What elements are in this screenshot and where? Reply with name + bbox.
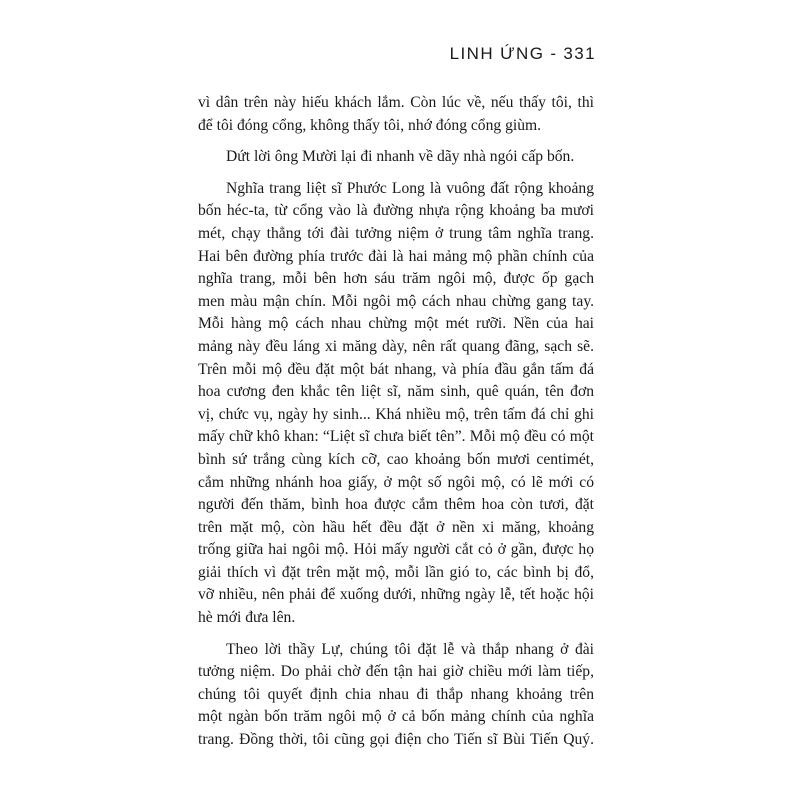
text-line: trên mặt mộ, còn hầu hết đều đặt ở nền xi măng, khoảng bbox=[198, 518, 594, 536]
text-line: Trên mỗi mộ đều đặt một bát nhang, và phía đầu gắn tấm đá bbox=[198, 360, 594, 378]
text-line: mảng này đều láng xi măng dày, nên rất quang đãng, sạch sẽ. bbox=[198, 337, 594, 355]
text-line: một ngàn bốn trăm ngôi mộ ở cả bốn mảng chính của nghĩa bbox=[198, 708, 594, 726]
text-line: trang. Đồng thời, tôi cũng gọi điện cho Tiến sĩ Bùi Tiến Quý. bbox=[198, 731, 594, 749]
paragraph bbox=[198, 178, 594, 630]
text-line: vị, chức vụ, ngày hy sinh... Khá nhiều mộ, trên tấm đá chỉ ghi bbox=[198, 405, 594, 423]
text-line: trống giữa hai ngôi mộ. Hỏi mấy người cắt cỏ ở gần, được họ bbox=[198, 541, 594, 559]
text-line: mấy chữ khô khan: “Liệt sĩ chưa biết tên”. Mỗi mộ đều có một bbox=[198, 428, 594, 446]
page-number: 331 bbox=[563, 44, 596, 63]
text-line: để tôi đóng cổng, không thấy tôi, nhớ đóng cổng giùm. bbox=[198, 116, 542, 134]
text-line: bình sứ trắng cùng kích cỡ, cao khoảng bốn mươi centimét, bbox=[198, 450, 594, 468]
text-line: men màu mận chín. Mỗi ngôi mộ cách nhau chừng gang tay. bbox=[198, 292, 594, 310]
running-header bbox=[450, 44, 596, 64]
text-line: vỡ nhiều, nên phải để xuống dưới, những ngày lễ, tết hoặc hội bbox=[198, 586, 594, 604]
text-line: vì dân trên này hiếu khách lắm. Còn lúc về, nếu thấy tôi, thì bbox=[198, 94, 594, 111]
paragraph bbox=[198, 639, 594, 752]
chapter-title: LINH ỨNG bbox=[449, 44, 545, 63]
text-line: người đến thăm, bình hoa được cắm thêm hoa còn tươi, đặt bbox=[198, 496, 594, 514]
text-line: Nghĩa trang liệt sĩ Phước Long là vuông đất rộng khoảng bbox=[226, 179, 594, 197]
text-line: chúng tôi quyết định chia nhau đi thắp nhang khoảng trên bbox=[198, 685, 594, 703]
text-line: bốn héc-ta, từ cổng vào là đường nhựa rộng khoảng ba mươi bbox=[198, 202, 594, 220]
body-text bbox=[198, 92, 594, 752]
text-line: hoa cương đen khắc tên liệt sĩ, năm sinh, quê quán, tên đơn bbox=[198, 383, 594, 401]
text-line: nghĩa trang, mỗi bên hơn sáu trăm ngôi mộ, được ốp gạch bbox=[198, 270, 594, 288]
text-line: hè mới đưa lên. bbox=[198, 609, 296, 627]
header-separator: - bbox=[550, 44, 558, 63]
text-line: giải thích vì đặt trên mặt mộ, mỗi lần gió to, các bình bị đổ, bbox=[198, 563, 594, 581]
text-line: Theo lời thầy Lự, chúng tôi đặt lễ và thắp nhang ở đài bbox=[226, 640, 594, 658]
paragraph bbox=[198, 146, 594, 169]
text-line: cắm những nhánh hoa giấy, ở một số ngôi mộ, có lẽ mới có bbox=[198, 473, 594, 491]
text-line: Hai bên đường phía trước đài là hai mảng mộ phần chính của bbox=[198, 247, 594, 265]
text-line: Mỗi hàng mộ cách nhau chừng một mét rưỡi. Nền của hai bbox=[198, 315, 594, 333]
text-line: mét, chạy thẳng tới đài tưởng niệm ở trung tâm nghĩa trang. bbox=[198, 224, 594, 242]
text-line: tưởng niệm. Do phải chờ đến tận hai giờ chiều mới làm tiếp, bbox=[198, 663, 594, 681]
text-line: Dứt lời ông Mười lại đi nhanh về dãy nhà ngói cấp bốn. bbox=[226, 148, 575, 166]
paragraph bbox=[198, 92, 594, 137]
